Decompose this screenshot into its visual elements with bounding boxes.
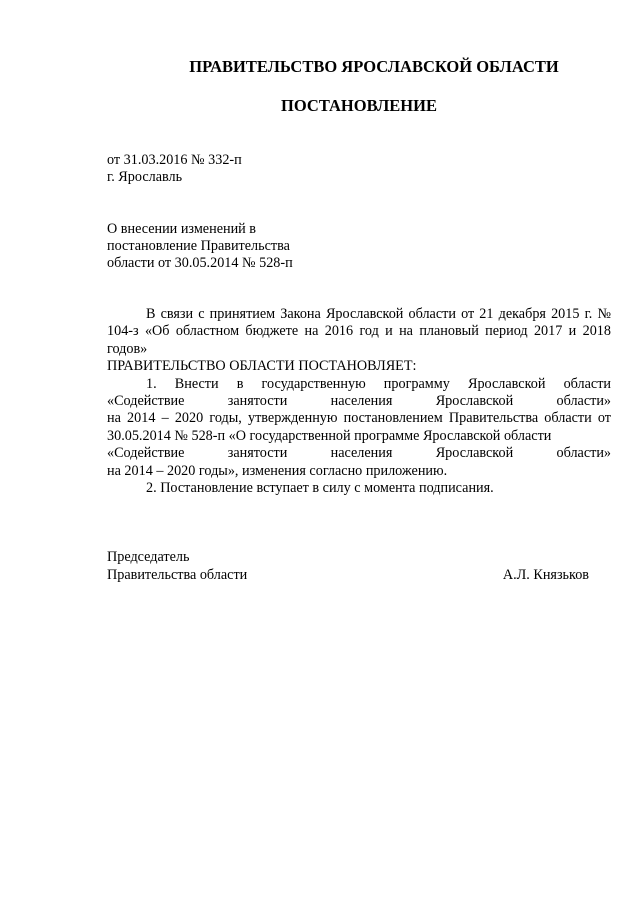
- subject-line-3: области от 30.05.2014 № 528-п: [107, 255, 293, 271]
- document-type-title: ПОСТАНОВЛЕНИЕ: [281, 96, 437, 115]
- signatory-name: А.Л. Князьков: [502, 567, 589, 583]
- item-1-line-1: 1. Внести в государственную программу Ярославской области: [146, 375, 611, 392]
- date-number: от 31.03.2016 № 332-п: [107, 152, 242, 168]
- city: г. Ярославль: [107, 169, 183, 185]
- item-2-paragraph: 2. Постановление вступает в силу с момента подписания.: [146, 480, 494, 497]
- government-title: ПРАВИТЕЛЬСТВО ЯРОСЛАВСКОЙ ОБЛАСТИ: [189, 57, 559, 76]
- resolution-body: [107, 306, 611, 497]
- subject-line-1: О внесении изменений в: [107, 221, 257, 237]
- item-1-continuation: на 2014 – 2020 годы, утвержденную постановлением Правительства области от 30.05.2014 № 528-п «О государственной программе Ярославской области: [107, 410, 611, 444]
- signatory-title-line-2: Правительства области: [107, 567, 248, 583]
- item-1-line-2: «Содействие занятости населения Ярославской области»: [107, 393, 611, 410]
- subject-line-2: постановление Правительства: [107, 238, 290, 254]
- decree-line: ПРАВИТЕЛЬСТВО ОБЛАСТИ ПОСТАНОВЛЯЕТ:: [107, 358, 417, 375]
- signature-row: [107, 567, 589, 584]
- signatory-title-line-1: Председатель: [107, 549, 190, 565]
- item-1-line-4: «Содействие занятости населения Ярославской области»: [107, 445, 611, 462]
- preamble-paragraph: В связи с принятием Закона Ярославской области от 21 декабря 2015 г. № 104-з «Об областном бюджете на 2016 год и на плановый период 2017 и 2018 годов»: [107, 306, 611, 357]
- item-1-ending: на 2014 – 2020 годы», изменения согласно приложению.: [107, 462, 448, 479]
